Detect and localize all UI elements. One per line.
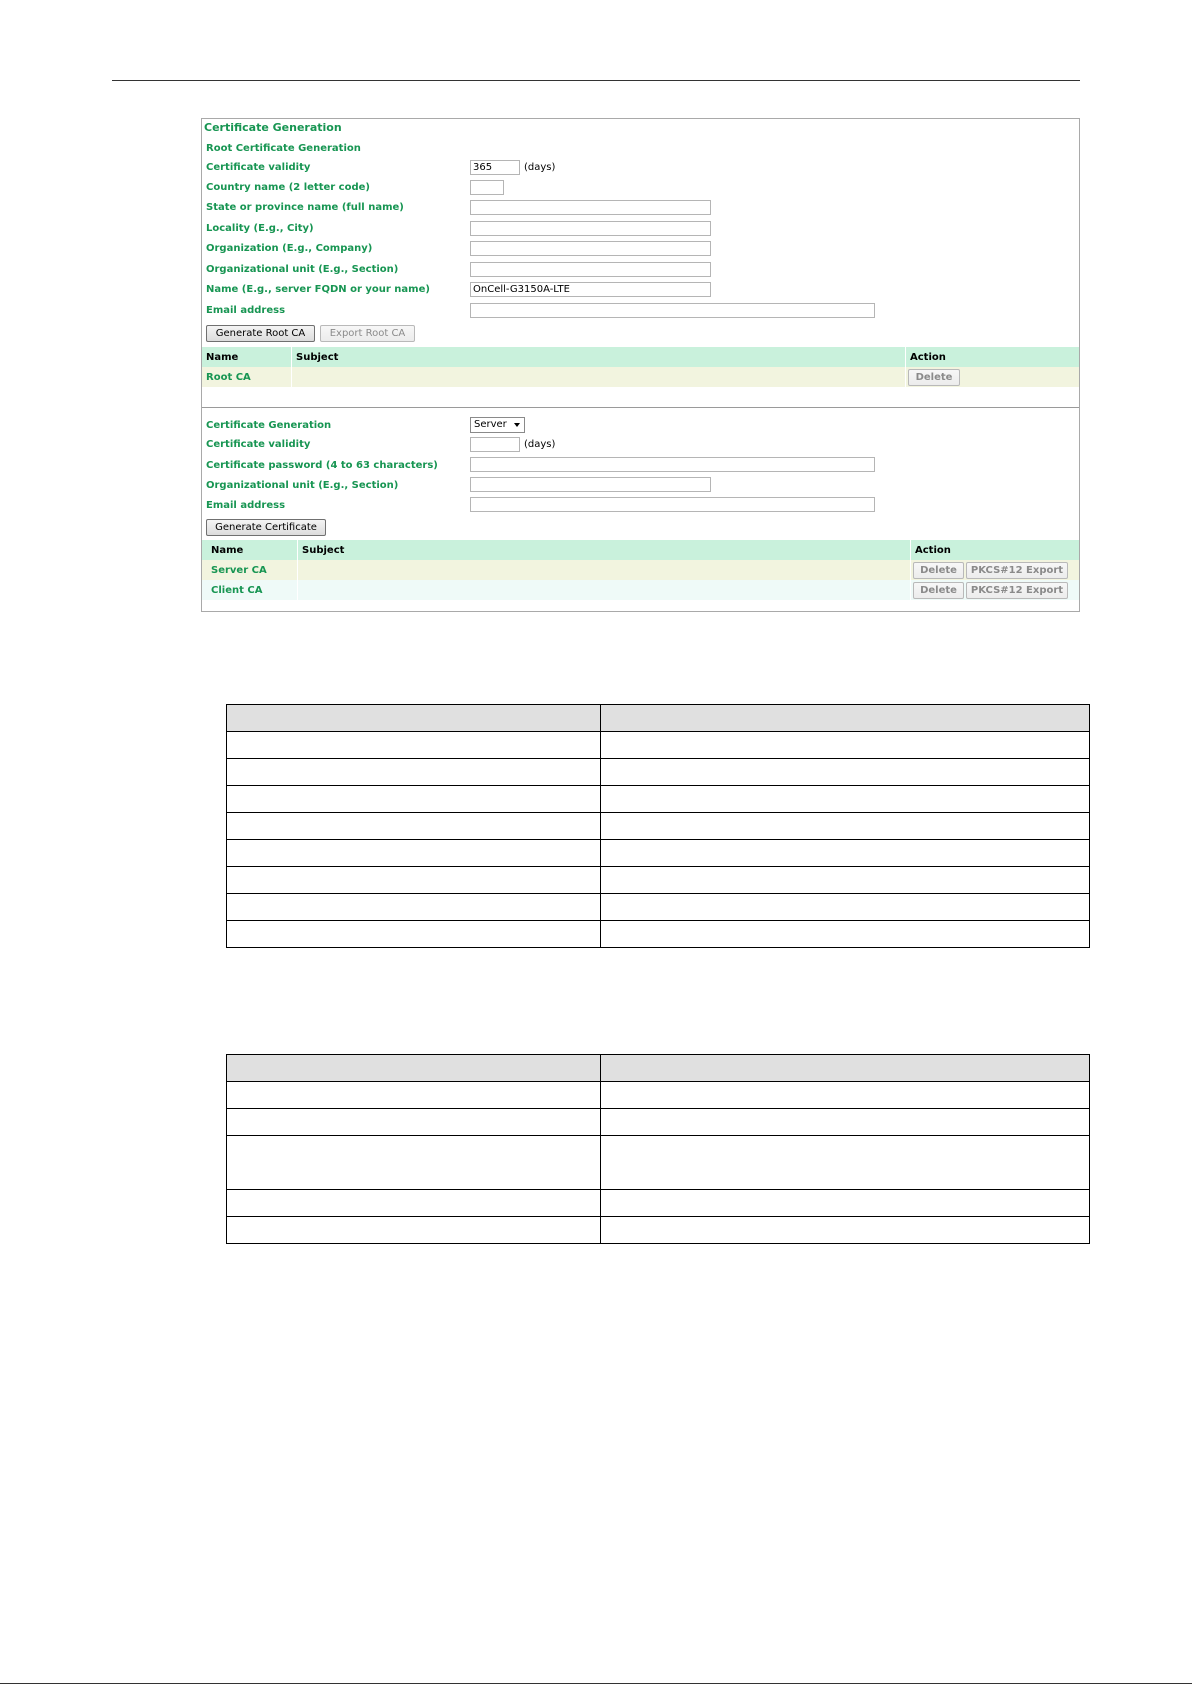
section-divider (202, 407, 1079, 408)
server-ca-actions (911, 560, 1080, 580)
client-ca-pkcs12-export-button[interactable]: PKCS#12 Export (966, 582, 1068, 599)
state-input[interactable] (470, 200, 711, 215)
table-row (202, 560, 1079, 580)
client-ca-actions (911, 580, 1080, 600)
cert-org-unit-label: Organizational unit (E.g., Section) (206, 480, 399, 491)
state-label: State or province name (full name) (206, 202, 404, 213)
locality-input[interactable] (470, 221, 711, 236)
server-ca-delete-button[interactable]: Delete (913, 562, 964, 579)
cert-validity-input[interactable] (470, 437, 520, 452)
panel-title: Certificate Generation (204, 121, 342, 134)
server-ca-name: Server CA (202, 560, 298, 580)
table-row (227, 1082, 1090, 1109)
root-col-action: Action (906, 347, 1080, 367)
cert-type-select[interactable] (470, 417, 525, 433)
cert-password-label: Certificate password (4 to 63 characters) (206, 460, 438, 471)
root-ca-name: Root CA (202, 367, 292, 387)
server-ca-pkcs12-export-button[interactable]: PKCS#12 Export (966, 562, 1068, 579)
root-cert-subtitle: Root Certificate Generation (206, 143, 361, 154)
table-row (227, 840, 1090, 867)
generate-root-ca-button[interactable]: Generate Root CA (206, 325, 315, 342)
generate-certificate-button[interactable]: Generate Certificate (206, 519, 326, 536)
cert-email-label: Email address (206, 500, 286, 511)
email-input[interactable] (470, 303, 875, 318)
client-ca-name: Client CA (202, 580, 298, 600)
cert-col-subject: Subject (298, 540, 911, 560)
cert-generation-label: Certificate Generation (206, 420, 332, 431)
root-ca-table (202, 347, 1079, 387)
table-row (227, 867, 1090, 894)
org-unit-label: Organizational unit (E.g., Section) (206, 264, 399, 275)
settings-description-table-1 (226, 704, 1090, 948)
root-ca-actions (906, 367, 1080, 387)
validity-unit: (days) (524, 162, 556, 173)
name-input[interactable]: OnCell-G3150A-LTE (470, 282, 711, 297)
page-footer-rule (0, 1683, 1192, 1684)
table-row (227, 786, 1090, 813)
cert-col-name: Name (202, 540, 298, 560)
certificates-table (202, 540, 1079, 600)
name-label: Name (E.g., server FQDN or your name) (206, 284, 430, 295)
root-col-name: Name (202, 347, 292, 367)
server-ca-subject (298, 560, 911, 580)
root-ca-delete-button[interactable]: Delete (908, 369, 960, 386)
settings-description-table-2 (226, 1054, 1090, 1244)
org-unit-input[interactable] (470, 262, 711, 277)
validity-input[interactable]: 365 (470, 160, 520, 175)
table-row (227, 732, 1090, 759)
cert-validity-label: Certificate validity (206, 439, 311, 450)
organization-label: Organization (E.g., Company) (206, 243, 373, 254)
table-row (202, 367, 1079, 387)
table-header-row (227, 705, 1090, 732)
country-input[interactable] (470, 180, 504, 195)
cert-type-value: Server (474, 419, 507, 430)
table-row (227, 1136, 1090, 1190)
email-label: Email address (206, 305, 286, 316)
cert-email-input[interactable] (470, 497, 875, 512)
table-row (227, 813, 1090, 840)
export-root-ca-button[interactable]: Export Root CA (320, 325, 415, 342)
cert-org-unit-input[interactable] (470, 477, 711, 492)
locality-label: Locality (E.g., City) (206, 223, 314, 234)
cert-password-input[interactable] (470, 457, 875, 472)
table-row (227, 894, 1090, 921)
cert-validity-unit: (days) (524, 439, 556, 450)
cert-col-action: Action (911, 540, 1080, 560)
table-header-row (227, 1055, 1090, 1082)
country-label: Country name (2 letter code) (206, 182, 370, 193)
client-ca-subject (298, 580, 911, 600)
root-ca-subject (292, 367, 906, 387)
table-row (227, 1217, 1090, 1244)
table-row (227, 1109, 1090, 1136)
client-ca-delete-button[interactable]: Delete (913, 582, 964, 599)
table-row (227, 759, 1090, 786)
organization-input[interactable] (470, 241, 711, 256)
root-col-subject: Subject (292, 347, 906, 367)
chevron-down-icon (514, 423, 520, 427)
validity-label: Certificate validity (206, 162, 311, 173)
table-row (227, 1190, 1090, 1217)
certificate-generation-panel (201, 118, 1080, 612)
table-row (202, 580, 1079, 600)
page-header-rule (112, 80, 1080, 81)
table-row (227, 921, 1090, 948)
